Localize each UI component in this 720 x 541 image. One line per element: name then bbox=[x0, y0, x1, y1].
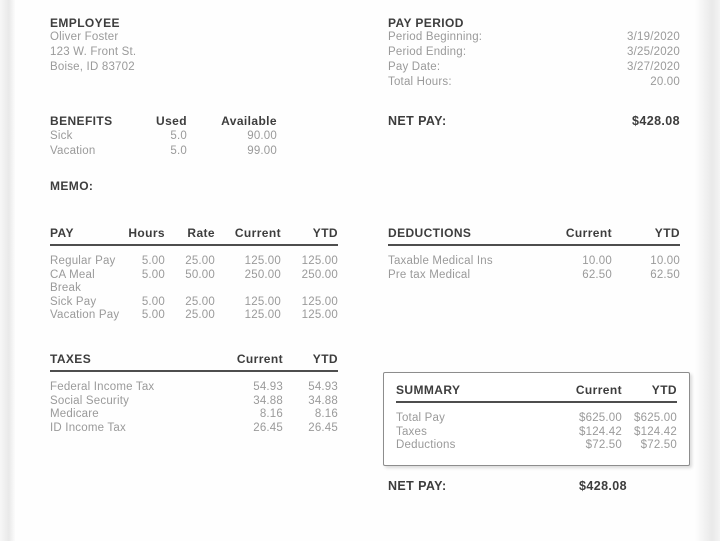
summary-ytd: $625.00 bbox=[634, 412, 677, 424]
employee-address-line2: Boise, ID 83702 bbox=[50, 61, 135, 73]
pay-period-value: 3/27/2020 bbox=[627, 61, 680, 73]
pay-ytd: 125.00 bbox=[301, 295, 338, 308]
net-pay-top-label: NET PAY: bbox=[388, 114, 447, 128]
pay-table-body bbox=[50, 255, 338, 323]
employee-section bbox=[50, 16, 340, 75]
deduction-ytd: 10.00 bbox=[650, 255, 680, 267]
pay-ytd: 125.00 bbox=[301, 255, 338, 267]
net-pay-bottom bbox=[388, 479, 627, 493]
pay-period-value: 3/25/2020 bbox=[627, 46, 680, 58]
deductions-header-row bbox=[388, 226, 680, 246]
pay-rate: 50.00 bbox=[185, 268, 215, 281]
tax-name: Social Security bbox=[50, 394, 130, 407]
summary-current: $72.50 bbox=[585, 439, 622, 451]
tax-current: 34.88 bbox=[253, 394, 283, 407]
summary-row bbox=[396, 412, 677, 426]
pay-current: 125.00 bbox=[244, 255, 281, 267]
memo-section bbox=[50, 177, 93, 195]
pay-period-row bbox=[388, 75, 680, 90]
benefits-header-available: Available bbox=[221, 114, 277, 128]
benefits-header-row bbox=[50, 114, 290, 129]
pay-rate: 25.00 bbox=[185, 309, 215, 321]
tax-current: 8.16 bbox=[259, 408, 283, 420]
pay-rate: 25.00 bbox=[185, 295, 215, 308]
summary-row bbox=[396, 426, 677, 440]
pay-table-title: PAY bbox=[50, 226, 74, 240]
summary-current: $124.42 bbox=[579, 425, 622, 438]
taxes-table bbox=[50, 352, 338, 435]
pay-period-value: 3/19/2020 bbox=[627, 31, 680, 43]
deduction-ytd: 62.50 bbox=[650, 268, 680, 281]
tax-row bbox=[50, 381, 338, 395]
deductions-table-title: DEDUCTIONS bbox=[388, 226, 472, 240]
pay-ytd: 125.00 bbox=[301, 309, 338, 321]
pay-period-row bbox=[388, 30, 680, 45]
pay-period-label: Period Ending: bbox=[388, 46, 467, 58]
summary-ytd: $124.42 bbox=[634, 425, 677, 438]
taxes-table-title: TAXES bbox=[50, 352, 92, 366]
pay-row bbox=[50, 269, 338, 296]
net-pay-bottom-label: NET PAY: bbox=[388, 479, 447, 493]
pay-table bbox=[50, 226, 338, 323]
benefit-name: Vacation bbox=[50, 145, 96, 157]
tax-name: Medicare bbox=[50, 408, 99, 420]
tax-row bbox=[50, 422, 338, 436]
pay-name: Regular Pay bbox=[50, 255, 116, 267]
pay-header-hours: Hours bbox=[128, 226, 165, 240]
benefit-used: 5.0 bbox=[170, 145, 187, 157]
deductions-header-ytd: YTD bbox=[654, 226, 680, 240]
benefit-name: Sick bbox=[50, 130, 73, 142]
taxes-header-ytd: YTD bbox=[312, 352, 338, 366]
tax-name: Federal Income Tax bbox=[50, 381, 155, 393]
pay-period-section bbox=[388, 16, 680, 90]
tax-row bbox=[50, 395, 338, 409]
benefit-used: 5.0 bbox=[170, 130, 187, 142]
employee-section-title: EMPLOYEE bbox=[50, 16, 120, 30]
deduction-name: Taxable Medical Ins bbox=[388, 255, 493, 267]
employee-address-line1: 123 W. Front St. bbox=[50, 46, 137, 58]
deduction-current: 62.50 bbox=[582, 268, 612, 281]
tax-ytd: 8.16 bbox=[314, 408, 338, 420]
deductions-table-body bbox=[388, 255, 680, 282]
tax-name: ID Income Tax bbox=[50, 421, 126, 434]
pay-hours: 5.00 bbox=[141, 309, 165, 321]
summary-current: $625.00 bbox=[579, 412, 622, 424]
taxes-header-row bbox=[50, 352, 338, 372]
tax-ytd: 26.45 bbox=[308, 421, 338, 434]
summary-table-title: SUMMARY bbox=[396, 383, 461, 397]
pay-row bbox=[50, 255, 338, 269]
pay-current: 250.00 bbox=[244, 268, 281, 281]
benefit-available: 90.00 bbox=[247, 130, 277, 142]
benefits-section bbox=[50, 114, 290, 159]
deductions-table bbox=[388, 226, 680, 282]
tax-ytd: 54.93 bbox=[308, 381, 338, 393]
pay-hours: 5.00 bbox=[141, 295, 165, 308]
deduction-row bbox=[388, 269, 680, 283]
pay-period-label: Total Hours: bbox=[388, 76, 452, 88]
pay-name: Vacation Pay bbox=[50, 309, 120, 321]
summary-header-ytd: YTD bbox=[651, 383, 677, 397]
benefits-row bbox=[50, 144, 290, 159]
pay-hours: 5.00 bbox=[141, 255, 165, 267]
summary-name: Taxes bbox=[396, 425, 428, 438]
taxes-header-current: Current bbox=[236, 352, 283, 366]
pay-period-label: Period Beginning: bbox=[388, 31, 483, 43]
deduction-name: Pre tax Medical bbox=[388, 268, 471, 281]
tax-ytd: 34.88 bbox=[308, 394, 338, 407]
pay-row bbox=[50, 309, 338, 323]
benefits-section-title: BENEFITS bbox=[50, 114, 113, 128]
summary-name: Deductions bbox=[396, 439, 456, 451]
benefits-row bbox=[50, 129, 290, 144]
page-left-edge-shadow bbox=[0, 0, 16, 541]
pay-period-section-title: PAY PERIOD bbox=[388, 16, 464, 30]
pay-current: 125.00 bbox=[244, 295, 281, 308]
net-pay-top bbox=[388, 114, 680, 128]
pay-hours: 5.00 bbox=[141, 268, 165, 281]
summary-name: Total Pay bbox=[396, 412, 446, 424]
benefits-header-used: Used bbox=[156, 114, 187, 128]
benefit-available: 99.00 bbox=[247, 145, 277, 157]
page-right-edge-shadow bbox=[694, 0, 720, 541]
pay-header-rate: Rate bbox=[187, 226, 215, 240]
tax-current: 54.93 bbox=[253, 381, 283, 393]
pay-current: 125.00 bbox=[244, 309, 281, 321]
pay-period-row bbox=[388, 60, 680, 75]
summary-header-current: Current bbox=[575, 383, 622, 397]
net-pay-bottom-value: $428.08 bbox=[579, 479, 627, 493]
pay-name: Sick Pay bbox=[50, 295, 97, 308]
net-pay-top-value: $428.08 bbox=[632, 114, 680, 128]
summary-header-row bbox=[396, 383, 677, 403]
summary-row bbox=[396, 439, 677, 453]
pay-header-ytd: YTD bbox=[312, 226, 338, 240]
employee-name: Oliver Foster bbox=[50, 31, 119, 43]
pay-period-label: Pay Date: bbox=[388, 61, 441, 73]
pay-name: CA Meal Break bbox=[50, 268, 95, 294]
taxes-table-body bbox=[50, 381, 338, 435]
tax-current: 26.45 bbox=[253, 421, 283, 434]
summary-table-body bbox=[396, 412, 677, 453]
pay-period-value: 20.00 bbox=[650, 76, 680, 88]
pay-ytd: 250.00 bbox=[301, 268, 338, 281]
deduction-row bbox=[388, 255, 680, 269]
pay-header-current: Current bbox=[234, 226, 281, 240]
pay-period-row bbox=[388, 45, 680, 60]
memo-label: MEMO: bbox=[50, 179, 94, 193]
pay-table-header-row bbox=[50, 226, 338, 246]
pay-rate: 25.00 bbox=[185, 255, 215, 267]
deductions-header-current: Current bbox=[565, 226, 612, 240]
summary-ytd: $72.50 bbox=[640, 439, 677, 451]
tax-row bbox=[50, 408, 338, 422]
deduction-current: 10.00 bbox=[582, 255, 612, 267]
pay-row bbox=[50, 296, 338, 310]
summary-box bbox=[383, 372, 690, 466]
